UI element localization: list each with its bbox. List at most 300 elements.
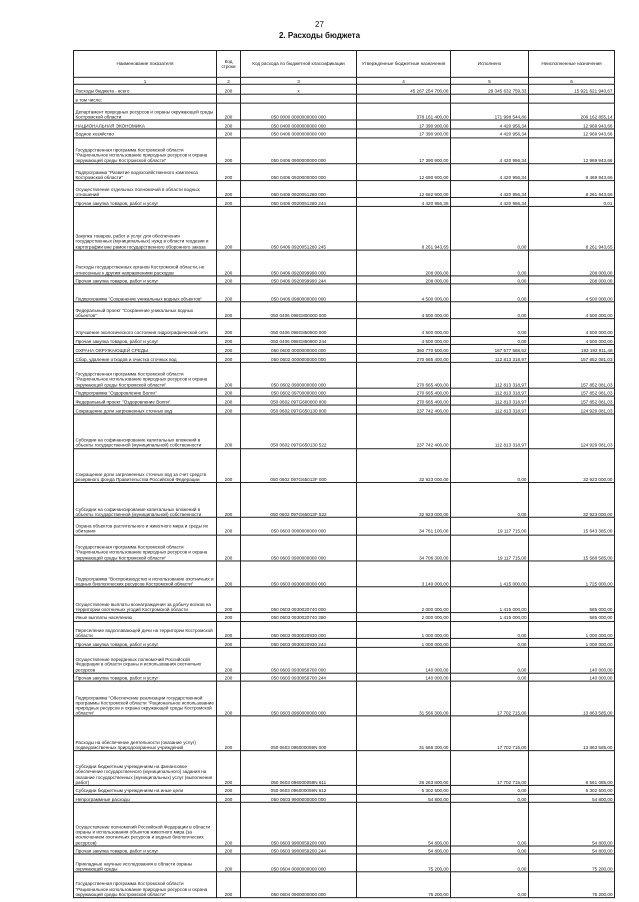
- table-row: [74, 137, 615, 163]
- cell-unexecuted: 15 643 385,00: [529, 517, 615, 534]
- cell-executed: 1 415 000,00: [451, 587, 529, 613]
- cell-name: Охрана объектов растительного и животного мира и среды их обитания: [74, 517, 217, 534]
- cell-name: Осуществление переданных полномочий Российской Федерации в области охраны и использования охотничьих ресурсов: [74, 647, 217, 673]
- table-row: [74, 319, 615, 336]
- cell-classification-code: 050 0406 0920051280 000: [241, 181, 357, 198]
- cell-approved: 270 665 400,00: [357, 397, 451, 406]
- cell-approved: 2 000 000,00: [357, 612, 451, 621]
- cell-executed: 112 813 318,97: [451, 353, 529, 362]
- cell-executed: 0,00: [451, 638, 529, 647]
- cell-name: Переселение водоплавающей дичи на территории Костромской области: [74, 621, 217, 638]
- cell-executed: 19 117 715,00: [451, 517, 529, 534]
- cell-name: Сбор, удаление отходов и очистка сточных вод: [74, 353, 217, 362]
- cell-classification-code: 050 0602 097G650130 522: [241, 414, 357, 449]
- header-executed: Исполнено: [451, 50, 529, 77]
- cell-line-code: 200: [217, 181, 241, 198]
- cell-approved: 270 665 400,00: [357, 353, 451, 362]
- cell-line-code: 200: [217, 647, 241, 673]
- cell-unexecuted: 1 725 000,00: [529, 561, 615, 587]
- cell-executed: 0,00: [451, 854, 529, 871]
- table-row: [74, 794, 615, 803]
- cell-executed: 19 117 715,00: [451, 535, 529, 561]
- table-row: [74, 284, 615, 301]
- table-row: [74, 405, 615, 414]
- table-row: [74, 94, 615, 103]
- cell-classification-code: 050 0406 0000000000 000: [241, 129, 357, 138]
- cell-unexecuted: 32 923 000,00: [529, 483, 615, 518]
- cell-line-code: 200: [217, 84, 241, 94]
- cell-approved: 54 800,00: [357, 802, 451, 845]
- table-row: [74, 802, 615, 845]
- header-approved: Утвержденные бюджетные назначения: [357, 50, 451, 77]
- table-row: [74, 345, 615, 354]
- cell-name: Осуществление выплаты вознаграждения за добычу волков на территории охотничьих угодий Костромской области: [74, 587, 217, 613]
- header-name: Наименование показателя: [74, 50, 217, 77]
- cell-line-code: 200: [217, 397, 241, 406]
- table-header-row: [74, 50, 615, 77]
- cell-name: Прочая закупка товаров, работ и услуг: [74, 846, 217, 855]
- cell-approved: 34 706 300,00: [357, 535, 451, 561]
- cell-classification-code: 050 0602 097G65013F 522: [241, 483, 357, 518]
- cell-executed: 17 702 715,00: [451, 716, 529, 751]
- cell-name: Расходы на обеспечение деятельности (оказание услуг) подведомственных природоохранных учреждений: [74, 716, 217, 751]
- cell-unexecuted: 13 863 585,00: [529, 682, 615, 717]
- cell-line-code: 200: [217, 250, 241, 276]
- cell-name: Прочая закупка товаров, работ и услуг: [74, 638, 217, 647]
- cell-name: Закупка товаров, работ и услуг для обеспечения государственных (муниципальных) нужд в области геодезии и картографии вне рамок государственного оборонного заказа: [74, 207, 217, 250]
- table-row: [74, 84, 615, 94]
- table-row: [74, 751, 615, 786]
- cell-executed: 0,00: [451, 302, 529, 319]
- cell-line-code: 200: [217, 120, 241, 129]
- cell-approved: 17 390 900,00: [357, 129, 451, 138]
- cell-classification-code: 050 0000 0000000000 000: [241, 103, 357, 120]
- cell-classification-code: 050 0602 0900000000 000: [241, 362, 357, 388]
- table-row: [74, 397, 615, 406]
- cell-classification-code: 050 0603 9900000000 000: [241, 794, 357, 803]
- cell-name: Сокращение доли загрязненных сточных вод за счет средств резервного фонда Правительства Российской Федерации: [74, 448, 217, 483]
- cell-executed: 0,00: [451, 621, 529, 638]
- cell-approved: 31 566 300,00: [357, 682, 451, 717]
- cell-name: ОХРАНА ОКРУЖАЮЩЕЙ СРЕДЫ: [74, 345, 217, 354]
- cell-name: Государственная программа Костромской области "Рациональное использование природных ресурсов и охрана окружающей среды Костромской области": [74, 137, 217, 163]
- table-row: [74, 846, 615, 855]
- cell-line-code: 200: [217, 483, 241, 518]
- cell-classification-code: 050 0603 0930020930 000: [241, 621, 357, 638]
- cell-name: Прикладные научные исследования в области охраны окружающей среды: [74, 854, 217, 871]
- cell-unexecuted: 12 969 943,66: [529, 137, 615, 163]
- cell-approved: 237 742 400,00: [357, 405, 451, 414]
- cell-classification-code: 050 0603 0930000000 000: [241, 561, 357, 587]
- cell-unexecuted: 208 000,00: [529, 276, 615, 285]
- cell-approved: 208 000,00: [357, 276, 451, 285]
- cell-unexecuted: 12 969 943,66: [529, 120, 615, 129]
- cell-executed: 0,00: [451, 872, 529, 898]
- header-unexecuted: Неисполненные назначения: [529, 50, 615, 77]
- cell-line-code: 200: [217, 353, 241, 362]
- table-row: [74, 302, 615, 319]
- cell-unexecuted: 4 500 000,00: [529, 319, 615, 336]
- cell-line-code: 200: [217, 846, 241, 855]
- column-number: 3: [241, 77, 357, 84]
- cell-name: Иные выплаты населению: [74, 612, 217, 621]
- cell-classification-code: 050 0603 0960000000 000: [241, 682, 357, 717]
- table-row: [74, 854, 615, 871]
- cell-classification-code: 050 0603 9900059200 244: [241, 846, 357, 855]
- table-row: [74, 517, 615, 534]
- cell-unexecuted: 193 192 911,48: [529, 345, 615, 354]
- cell-approved: 4 420 956,35: [357, 198, 451, 207]
- cell-line-code: 200: [217, 345, 241, 354]
- table-row: [74, 612, 615, 621]
- cell-executed: 0,00: [451, 319, 529, 336]
- table-row: [74, 414, 615, 449]
- cell-name: Государственная программа Костромской области "Рациональное использование природных ресурсов и охрана окружающей среды Костромской области": [74, 535, 217, 561]
- cell-classification-code: x: [241, 84, 357, 94]
- cell-unexecuted: 75 200,00: [529, 872, 615, 898]
- table-row: [74, 448, 615, 483]
- cell-name: Федеральный проект "Оздоровление Волги": [74, 397, 217, 406]
- cell-name: Департамент природных ресурсов и охраны окружающей среды Костромской области: [74, 103, 217, 120]
- cell-approved: 8 261 943,65: [357, 207, 451, 250]
- cell-line-code: 200: [217, 448, 241, 483]
- cell-executed: 17 702 715,00: [451, 682, 529, 717]
- cell-classification-code: 050 0406 0920099990 244: [241, 276, 357, 285]
- cell-approved: 54 800,00: [357, 794, 451, 803]
- table-row: [74, 785, 615, 794]
- cell-name: Подпрограмма "Воспроизводство и использование охотничьих и водных биологических ресурсов Костромской области": [74, 561, 217, 587]
- cell-approved: 270 665 400,00: [357, 388, 451, 397]
- cell-unexecuted: 4 500 000,00: [529, 336, 615, 345]
- cell-unexecuted: 585 000,00: [529, 587, 615, 613]
- cell-classification-code: 050 0603 0900000000 000: [241, 535, 357, 561]
- cell-approved: 3 140 000,00: [357, 561, 451, 587]
- cell-unexecuted: 8 469 943,66: [529, 163, 615, 180]
- column-number: 5: [451, 77, 529, 84]
- cell-approved: 378 161 400,00: [357, 103, 451, 120]
- table-body: [74, 84, 615, 897]
- cell-name: НАЦИОНАЛЬНАЯ ЭКОНОМИКА: [74, 120, 217, 129]
- cell-classification-code: 050 0406 098G850900 244: [241, 336, 357, 345]
- cell-name: Улучшение экологического состояния гидрографической сети: [74, 319, 217, 336]
- cell-classification-code: 050 0603 096000059N 000: [241, 716, 357, 751]
- cell-approved: 140 000,00: [357, 673, 451, 682]
- cell-line-code: 200: [217, 414, 241, 449]
- cell-executed: 112 813 318,97: [451, 362, 529, 388]
- cell-line-code: 200: [217, 682, 241, 717]
- cell-executed: 0,00: [451, 276, 529, 285]
- cell-executed: 4 420 956,34: [451, 120, 529, 129]
- cell-line-code: 200: [217, 207, 241, 250]
- cell-unexecuted: 54 800,00: [529, 794, 615, 803]
- cell-approved: 4 500 000,00: [357, 336, 451, 345]
- cell-classification-code: 050 0406 098G800000 000: [241, 302, 357, 319]
- cell-name: Осуществление отдельных полномочий в области водных отношений: [74, 181, 217, 198]
- cell-unexecuted: 4 500 000,00: [529, 302, 615, 319]
- cell-approved: 140 000,00: [357, 647, 451, 673]
- table-row: [74, 587, 615, 613]
- cell-classification-code: 050 0603 096000059N 611: [241, 751, 357, 786]
- cell-name: Прочая закупка товаров, работ и услуг: [74, 276, 217, 285]
- table-row: [74, 638, 615, 647]
- column-number-row: [74, 77, 615, 84]
- cell-classification-code: 050 0603 0000000000 000: [241, 517, 357, 534]
- cell-classification-code: 050 0603 9900059200 000: [241, 802, 357, 845]
- cell-unexecuted: 140 000,00: [529, 673, 615, 682]
- table-row: [74, 336, 615, 345]
- cell-classification-code: 050 0603 0930020930 244: [241, 638, 357, 647]
- cell-executed: 112 813 318,97: [451, 405, 529, 414]
- header-classification-code: Код расхода по бюджетной классификации: [241, 50, 357, 77]
- cell-line-code: 200: [217, 561, 241, 587]
- cell-unexecuted: 585 000,00: [529, 612, 615, 621]
- cell-classification-code: 050 0406 098G850900 000: [241, 319, 357, 336]
- cell-approved: 5 302 500,00: [357, 785, 451, 794]
- cell-executed: 4 420 956,34: [451, 181, 529, 198]
- cell-classification-code: 050 0406 0980000000 000: [241, 284, 357, 301]
- page-number: 27: [315, 20, 324, 29]
- cell-executed: 4 420 956,34: [451, 129, 529, 138]
- cell-executed: 0,00: [451, 673, 529, 682]
- cell-unexecuted: 54 800,00: [529, 802, 615, 845]
- cell-name: Водное хозяйство: [74, 129, 217, 138]
- cell-executed: 0,00: [451, 483, 529, 518]
- cell-executed: 167 577 588,52: [451, 345, 529, 354]
- cell-unexecuted: 12 969 943,66: [529, 129, 615, 138]
- cell-name: Подпрограмма "Развитие водохозяйственного комплекса Костромской области": [74, 163, 217, 180]
- cell-name: Государственная программа Костромской области "Рациональное использование природных ресурсов и охрана окружающей среды Костромской области": [74, 362, 217, 388]
- cell-approved: 75 200,00: [357, 854, 451, 871]
- cell-line-code: 200: [217, 535, 241, 561]
- section-title: 2. Расходы бюджета: [278, 31, 361, 40]
- cell-unexecuted: 0,01: [529, 198, 615, 207]
- cell-line-code: 200: [217, 129, 241, 138]
- cell-line-code: 200: [217, 872, 241, 898]
- cell-approved: 45 267 254 700,00: [357, 84, 451, 94]
- cell-approved: 237 742 400,00: [357, 414, 451, 449]
- table-row: [74, 483, 615, 518]
- cell-line-code: 200: [217, 751, 241, 786]
- column-number: 4: [357, 77, 451, 84]
- cell-unexecuted: 75 200,00: [529, 854, 615, 871]
- table-row: [74, 120, 615, 129]
- column-number: 1: [74, 77, 217, 84]
- table-row: [74, 872, 615, 898]
- cell-unexecuted: 15 588 585,00: [529, 535, 615, 561]
- table-row: [74, 561, 615, 587]
- cell-line-code: 200: [217, 621, 241, 638]
- cell-classification-code: 050 0602 0970000000 000: [241, 388, 357, 397]
- cell-approved: 54 800,00: [357, 846, 451, 855]
- cell-approved: 34 761 100,00: [357, 517, 451, 534]
- table-row: [74, 198, 615, 207]
- cell-name: Непрограммные расходы: [74, 794, 217, 803]
- cell-executed: 0,00: [451, 250, 529, 276]
- cell-unexecuted: 8 261 943,65: [529, 207, 615, 250]
- cell-executed: 112 813 318,97: [451, 414, 529, 449]
- cell-classification-code: 050 0400 0000000000 000: [241, 120, 357, 129]
- table-row: [74, 535, 615, 561]
- cell-name: Подпрограмма "Оздоровление Волги": [74, 388, 217, 397]
- cell-unexecuted: 5 302 500,00: [529, 785, 615, 794]
- cell-line-code: 200: [217, 587, 241, 613]
- cell-name: Прочая закупка товаров, работ и услуг: [74, 336, 217, 345]
- cell-executed: 4 420 956,34: [451, 137, 529, 163]
- cell-line-code: [217, 94, 241, 103]
- table-row: [74, 362, 615, 388]
- table-row: [74, 673, 615, 682]
- cell-executed: 4 420 956,34: [451, 198, 529, 207]
- cell-classification-code: [241, 94, 357, 103]
- cell-unexecuted: 157 852 081,03: [529, 397, 615, 406]
- cell-line-code: 200: [217, 388, 241, 397]
- table-row: [74, 181, 615, 198]
- cell-approved: 31 566 300,00: [357, 716, 451, 751]
- cell-name: Субсидии бюджетным учреждениям на иные цели: [74, 785, 217, 794]
- cell-classification-code: 050 0406 0920051280 245: [241, 207, 357, 250]
- cell-executed: [451, 94, 529, 103]
- cell-classification-code: 050 0603 0930059700 244: [241, 673, 357, 682]
- cell-executed: 0,00: [451, 448, 529, 483]
- cell-approved: 17 390 900,00: [357, 137, 451, 163]
- cell-line-code: 200: [217, 198, 241, 207]
- cell-executed: 17 702 715,00: [451, 751, 529, 786]
- cell-name: Подпрограмма "Обеспечение реализации государственной программы Костромской области "Рациональное использование природных ресурсов и охрана окружающей среды Костромской области": [74, 682, 217, 717]
- cell-executed: 1 415 000,00: [451, 612, 529, 621]
- cell-executed: 112 813 318,97: [451, 397, 529, 406]
- cell-approved: 32 923 000,00: [357, 448, 451, 483]
- table-row: [74, 129, 615, 138]
- cell-classification-code: 050 0406 0920000000 000: [241, 163, 357, 180]
- cell-line-code: 200: [217, 785, 241, 794]
- cell-classification-code: 050 0406 0920099990 000: [241, 250, 357, 276]
- table-row: [74, 207, 615, 250]
- cell-classification-code: 050 0603 096000059N 612: [241, 785, 357, 794]
- cell-name: Субсидии на софинансирование капитальных вложений в объекты государственной (муниципальной) собственности: [74, 414, 217, 449]
- cell-classification-code: 050 0602 0000000000 000: [241, 353, 357, 362]
- cell-name: Сокращение доли загрязненных сточных вод: [74, 405, 217, 414]
- cell-classification-code: 050 0602 097G65013F 000: [241, 448, 357, 483]
- cell-line-code: 200: [217, 137, 241, 163]
- cell-name: Осуществление полномочий Российской Федерации в области охраны и использования объектов животного мира (за исключением охотничьих ресурсов и водных биологических ресурсов): [74, 802, 217, 845]
- cell-approved: 270 665 400,00: [357, 362, 451, 388]
- cell-unexecuted: 157 852 081,03: [529, 362, 615, 388]
- table-row: [74, 250, 615, 276]
- table-row: [74, 621, 615, 638]
- cell-executed: 171 998 544,86: [451, 103, 529, 120]
- cell-approved: 12 690 900,00: [357, 163, 451, 180]
- cell-unexecuted: 32 923 000,00: [529, 448, 615, 483]
- cell-name: Прочая закупка товаров, работ и услуг: [74, 198, 217, 207]
- cell-approved: 4 500 000,00: [357, 302, 451, 319]
- cell-name: Федеральный проект "Сохранение уникальных водных объектов": [74, 302, 217, 319]
- column-number: 2: [217, 77, 241, 84]
- cell-unexecuted: 8 261 943,66: [529, 181, 615, 198]
- cell-executed: 0,00: [451, 785, 529, 794]
- cell-unexecuted: 54 800,00: [529, 846, 615, 855]
- table-row: [74, 163, 615, 180]
- cell-line-code: 200: [217, 794, 241, 803]
- cell-approved: 360 770 500,00: [357, 345, 451, 354]
- cell-unexecuted: 4 500 000,00: [529, 284, 615, 301]
- cell-unexecuted: 13 863 585,00: [529, 716, 615, 751]
- cell-executed: 0,00: [451, 802, 529, 845]
- cell-classification-code: 050 0603 0930020740 000: [241, 587, 357, 613]
- cell-unexecuted: 157 852 081,03: [529, 388, 615, 397]
- cell-classification-code: 050 0603 0930020740 360: [241, 612, 357, 621]
- cell-approved: 208 000,00: [357, 250, 451, 276]
- table-row: [74, 353, 615, 362]
- cell-unexecuted: 1 000 000,00: [529, 638, 615, 647]
- cell-approved: 12 682 900,00: [357, 181, 451, 198]
- cell-line-code: 200: [217, 405, 241, 414]
- cell-line-code: 200: [217, 673, 241, 682]
- cell-line-code: 200: [217, 163, 241, 180]
- cell-line-code: 200: [217, 302, 241, 319]
- cell-executed: 0,00: [451, 794, 529, 803]
- cell-approved: 4 500 000,00: [357, 319, 451, 336]
- cell-unexecuted: 124 929 081,03: [529, 405, 615, 414]
- cell-name: Расходы государственных органов Костромской области, не отнесенные к другим направлениям расходов: [74, 250, 217, 276]
- table-row: [74, 276, 615, 285]
- cell-line-code: 200: [217, 638, 241, 647]
- cell-classification-code: 050 0604 0900000000 000: [241, 872, 357, 898]
- cell-unexecuted: 157 852 081,03: [529, 353, 615, 362]
- cell-executed: 0,00: [451, 846, 529, 855]
- cell-classification-code: 050 0602 097G600000 000: [241, 397, 357, 406]
- header-line-code: Код строки: [217, 50, 241, 77]
- cell-executed: 1 415 000,00: [451, 561, 529, 587]
- cell-classification-code: 050 0602 097G650130 000: [241, 405, 357, 414]
- cell-classification-code: 050 0604 0000000000 000: [241, 854, 357, 871]
- cell-line-code: 200: [217, 612, 241, 621]
- cell-executed: 29 345 632 759,33: [451, 84, 529, 94]
- cell-unexecuted: 140 000,00: [529, 647, 615, 673]
- cell-executed: 4 420 956,34: [451, 163, 529, 180]
- cell-line-code: 200: [217, 336, 241, 345]
- cell-classification-code: 050 0406 0900000000 000: [241, 137, 357, 163]
- cell-executed: 112 813 318,97: [451, 388, 529, 397]
- cell-executed: 0,00: [451, 207, 529, 250]
- cell-executed: 0,00: [451, 336, 529, 345]
- cell-approved: 4 500 000,00: [357, 284, 451, 301]
- cell-line-code: 200: [217, 716, 241, 751]
- cell-approved: 26 263 800,00: [357, 751, 451, 786]
- cell-name: Прочая закупка товаров, работ и услуг: [74, 673, 217, 682]
- cell-line-code: 200: [217, 854, 241, 871]
- cell-line-code: 200: [217, 284, 241, 301]
- cell-name: Подпрограмма "Сохранение уникальных водных объектов": [74, 284, 217, 301]
- cell-executed: 0,00: [451, 647, 529, 673]
- cell-classification-code: 050 0406 0920051280 244: [241, 198, 357, 207]
- cell-unexecuted: 1 000 000,00: [529, 621, 615, 638]
- table-row: [74, 388, 615, 397]
- cell-approved: 1 000 000,00: [357, 621, 451, 638]
- cell-line-code: 200: [217, 103, 241, 120]
- table-row: [74, 682, 615, 717]
- cell-name: Субсидии бюджетным учреждениям на финансовое обеспечение государственного (муниципального) задания на оказание государственных (муниципальных) услуг (выполнение работ): [74, 751, 217, 786]
- cell-line-code: 200: [217, 362, 241, 388]
- cell-line-code: 200: [217, 319, 241, 336]
- cell-approved: 2 000 000,00: [357, 587, 451, 613]
- cell-name: Государственная программа Костромской области "Рациональное использование природных ресурсов и охрана окружающей среды Костромской области": [74, 872, 217, 898]
- table-row: [74, 103, 615, 120]
- cell-name: в том числе:: [74, 94, 217, 103]
- cell-line-code: 200: [217, 517, 241, 534]
- column-number: 6: [529, 77, 615, 84]
- cell-unexecuted: 8 561 085,00: [529, 751, 615, 786]
- cell-classification-code: 050 0600 0000000000 000: [241, 345, 357, 354]
